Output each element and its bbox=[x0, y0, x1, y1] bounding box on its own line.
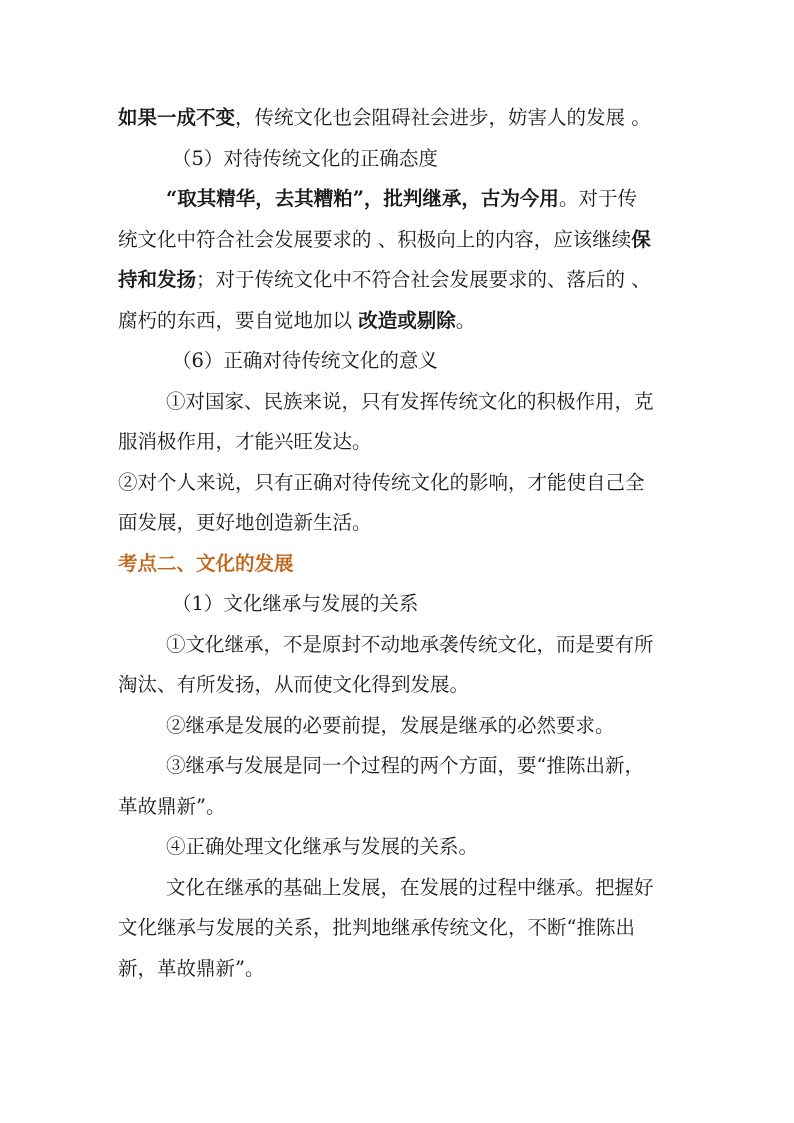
text-run: 文化在继承的基础上发展，在发展的过程中继承。把握好 bbox=[166, 875, 654, 899]
text-bold: 持和发扬 bbox=[118, 268, 197, 291]
text-run: （6）正确对待传统文化的意义 bbox=[172, 349, 438, 372]
para-line-5 bbox=[118, 260, 700, 301]
subheading-6 bbox=[118, 341, 700, 382]
text-bold: “取其精华，去其糟粕”，批判继承，古为今用 bbox=[166, 187, 559, 210]
text-run: 腐朽的东西，要自觉地加以 bbox=[118, 308, 359, 332]
heading-text: 考点二、文化的发展 bbox=[118, 551, 294, 575]
para-line-17 bbox=[118, 746, 700, 787]
text-run: （1）文化继承与发展的关系 bbox=[172, 592, 419, 615]
para-line-1 bbox=[118, 98, 700, 139]
text-run: ，传统文化也会阻碍社会进步，妨害人的发展 。 bbox=[235, 106, 651, 129]
text-run: 革故鼎新”。 bbox=[118, 794, 226, 818]
text-run: ②继承是发展的必要前提，发展是继承的必然要求。 bbox=[166, 713, 615, 737]
text-run: 。对于传 bbox=[558, 187, 637, 210]
para-line-15 bbox=[118, 665, 700, 706]
text-run: 服消极作用，才能兴旺发达。 bbox=[118, 430, 372, 453]
text-run: 淘汰、有所发扬，从而使文化得到发展。 bbox=[118, 673, 470, 696]
para-line-11 bbox=[118, 503, 700, 544]
para-line-22 bbox=[118, 949, 700, 990]
para-line-6 bbox=[118, 301, 700, 342]
subheading-5 bbox=[118, 139, 700, 180]
text-run: ①对国家、民族来说，只有发挥传统文化的积极作用，克 bbox=[166, 389, 654, 413]
text-bold: 如果一成不变 bbox=[118, 106, 236, 129]
text-run: ②对个人来说，只有正确对待传统文化的影响，才能使自己全 bbox=[118, 470, 645, 494]
text-run: ；对于传统文化中不符合社会发展要求的、落后的 、 bbox=[196, 268, 651, 291]
text-run: 统文化中符合社会发展要求的 、积极向上的内容，应该继续 bbox=[118, 227, 632, 251]
text-run: 新，革故鼎新”。 bbox=[118, 956, 265, 980]
para-line-4 bbox=[118, 220, 700, 261]
para-line-21 bbox=[118, 908, 700, 949]
text-run: ①文化继承，不是原封不动地承袭传统文化，而是要有所 bbox=[166, 632, 654, 656]
section-heading bbox=[118, 544, 700, 585]
text-run: （5）对待传统文化的正确态度 bbox=[172, 146, 438, 170]
para-line-16 bbox=[118, 706, 700, 747]
text-run: 面发展，更好地创造新生活。 bbox=[118, 511, 372, 534]
text-run: 文化继承与发展的关系，批判地继承传统文化，不断“推陈出 bbox=[118, 916, 635, 939]
para-line-18 bbox=[118, 787, 700, 828]
text-bold: 保 bbox=[631, 227, 651, 251]
para-line-10 bbox=[118, 463, 700, 504]
para-line-8 bbox=[118, 382, 700, 423]
text-run: 。 bbox=[455, 308, 476, 332]
text-run: ④正确处理文化继承与发展的关系。 bbox=[166, 835, 479, 858]
para-line-20 bbox=[118, 868, 700, 909]
para-line-19 bbox=[118, 827, 700, 868]
text-run: ③继承与发展是同一个过程的两个方面，要“推陈出新， bbox=[166, 754, 644, 777]
para-line-3 bbox=[118, 179, 700, 220]
para-line-9 bbox=[118, 422, 700, 463]
para-line-14 bbox=[118, 625, 700, 666]
subheading-1 bbox=[118, 584, 700, 625]
document-body bbox=[118, 98, 700, 989]
text-bold: 改造或剔除 bbox=[358, 308, 456, 332]
